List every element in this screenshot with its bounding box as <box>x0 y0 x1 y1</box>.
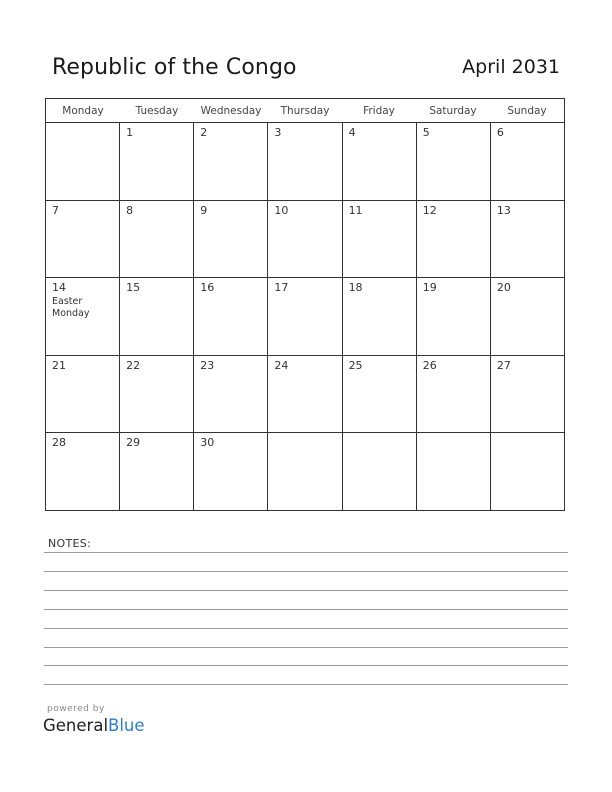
day-number: 17 <box>274 281 289 295</box>
week-row <box>46 278 564 356</box>
note-line <box>44 571 568 572</box>
day-number: 12 <box>422 203 437 217</box>
day-cell <box>491 356 564 433</box>
day-number: 14 <box>52 281 66 295</box>
day-number: 22 <box>126 358 141 372</box>
day-number: 18 <box>348 281 363 295</box>
brand-logo <box>43 716 145 735</box>
day-number: 1 <box>126 126 134 139</box>
day-number: 8 <box>126 203 134 217</box>
note-line <box>44 628 568 629</box>
weekday-tuesday: Tuesday <box>135 104 179 117</box>
day-number: 13 <box>496 203 511 217</box>
day-cell <box>491 278 564 355</box>
day-cell <box>491 433 564 511</box>
day-cell <box>46 356 120 433</box>
note-line <box>44 609 568 610</box>
day-cell <box>417 201 491 278</box>
day-cell <box>120 433 194 511</box>
day-number: 29 <box>126 436 141 450</box>
brand-name-blue: Blue <box>108 716 145 735</box>
day-number: 16 <box>200 281 215 295</box>
day-cell <box>120 123 194 200</box>
day-number: 15 <box>126 281 141 295</box>
weekday-friday: Friday <box>363 104 395 117</box>
week-row <box>46 201 564 279</box>
month-label: April 2031 <box>462 56 560 78</box>
day-cell <box>194 201 268 278</box>
week-row <box>46 433 564 511</box>
day-cell <box>417 278 491 355</box>
day-cell <box>268 433 342 511</box>
week-row <box>46 123 564 201</box>
day-cell <box>268 123 342 200</box>
day-cell <box>194 123 268 200</box>
powered-by-text: powered by <box>47 704 105 714</box>
day-number: 2 <box>200 126 208 139</box>
note-line <box>44 665 568 666</box>
weekday-saturday: Saturday <box>429 104 477 117</box>
day-number: 26 <box>422 358 437 372</box>
weekday-header-row <box>46 99 564 123</box>
day-cell <box>417 356 491 433</box>
day-number: 25 <box>348 358 363 372</box>
day-cell <box>343 356 417 433</box>
day-cell <box>46 201 120 278</box>
holiday-label: Easter Monday <box>52 296 90 320</box>
day-number: 19 <box>422 281 437 295</box>
note-line <box>44 647 568 648</box>
day-number: 23 <box>200 358 215 372</box>
day-number: 6 <box>496 126 504 139</box>
day-cell <box>46 278 120 355</box>
page-title: Republic of the Congo <box>52 55 297 80</box>
day-cell <box>194 433 268 511</box>
note-line <box>44 590 568 591</box>
day-number: 24 <box>274 358 289 372</box>
day-number: 5 <box>422 126 430 139</box>
day-cell <box>120 278 194 355</box>
day-cell <box>417 123 491 200</box>
day-number: 27 <box>496 358 511 372</box>
day-cell <box>491 123 564 200</box>
day-cell <box>491 201 564 278</box>
day-cell <box>343 278 417 355</box>
day-number: 28 <box>52 436 66 450</box>
day-cell <box>268 356 342 433</box>
day-cell <box>343 123 417 200</box>
weekday-wednesday: Wednesday <box>200 104 262 117</box>
brand-name-general: General <box>43 716 109 735</box>
notes-label: NOTES: <box>48 537 92 550</box>
day-cell <box>120 201 194 278</box>
day-number: 10 <box>274 203 289 217</box>
day-number: 7 <box>52 203 59 217</box>
day-cell <box>46 433 120 511</box>
day-cell <box>268 201 342 278</box>
day-cell <box>46 123 120 200</box>
day-number: 4 <box>348 126 356 139</box>
day-number: 9 <box>200 203 208 217</box>
day-cell <box>417 433 491 511</box>
note-line <box>44 552 568 553</box>
note-line <box>44 684 568 685</box>
day-cell <box>268 278 342 355</box>
weekday-monday: Monday <box>62 104 104 117</box>
weekday-sunday: Sunday <box>507 104 547 117</box>
day-cell <box>120 356 194 433</box>
day-cell <box>194 356 268 433</box>
day-cell <box>194 278 268 355</box>
day-cell <box>343 433 417 511</box>
weekday-thursday: Thursday <box>280 104 330 117</box>
week-row <box>46 356 564 434</box>
day-number: 11 <box>348 203 363 217</box>
calendar-grid <box>45 98 565 511</box>
day-number: 20 <box>496 281 511 295</box>
day-number: 3 <box>274 126 282 139</box>
day-number: 30 <box>200 436 215 450</box>
day-number: 21 <box>52 358 66 372</box>
day-cell <box>343 201 417 278</box>
